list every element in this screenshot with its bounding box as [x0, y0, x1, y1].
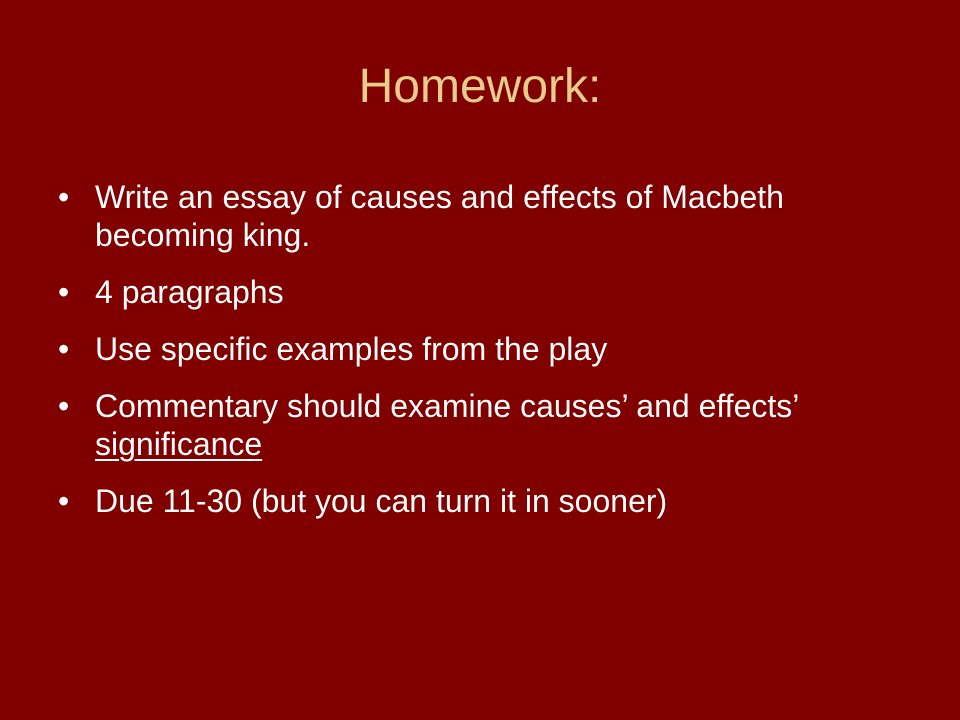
bullet-icon: •	[58, 274, 70, 310]
bullet-item-examples	[58, 330, 918, 368]
bullet-icon: •	[58, 179, 70, 215]
bullet-item-essay	[58, 178, 918, 254]
bullet-text: Write an essay of causes and effects of Macbeth becoming king.	[95, 179, 784, 253]
bullet-item-paragraphs	[58, 273, 918, 311]
bullet-text: Due 11-30 (but you can turn it in sooner)	[95, 483, 668, 519]
bullet-text: Use specific examples from the play	[95, 331, 608, 367]
bullet-icon: •	[58, 483, 70, 519]
underlined-significance: significance	[95, 426, 263, 462]
bullet-item-commentary	[58, 387, 918, 463]
bullet-item-due-date	[58, 482, 918, 520]
bullet-icon: •	[58, 331, 70, 367]
bullet-list	[58, 178, 918, 539]
bullet-text: 4 paragraphs	[95, 274, 284, 310]
bullet-text: Commentary should examine causes’ and effects’	[95, 388, 799, 424]
bullet-icon: •	[58, 388, 70, 424]
slide-title: Homework:	[358, 60, 602, 113]
